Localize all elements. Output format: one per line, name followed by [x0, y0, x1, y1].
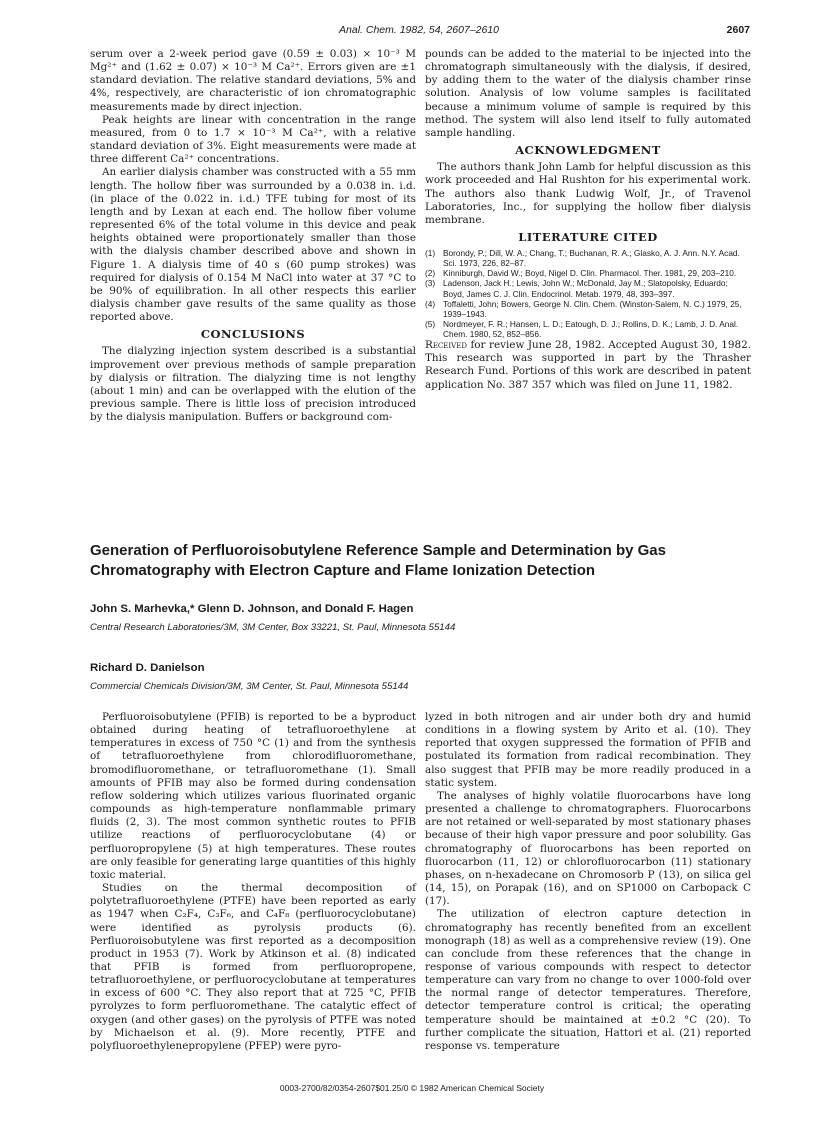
paragraph: Perfluoroisobutylene (PFIB) is reported to be a byproduct obtained during heating of tetrafluoroethylene at temperatures in excess of 750 °C (1) and from the synthesis of tetrafluoroethylene from chlorodifluoromethane, bromodifluoromethane, or tetrafluoromethane (1). Small amounts of PFIB may also be formed during condensation reflow soldering which utilizes various fluorinated organic compounds as high-temperature nonflammable primary fluids (2, 3). The most common synthetic routes to PFIB utilize reactions of perfluorocyclobutane (4) or perfluoropropylene (5) at high temperatures. These routes are only feasible for generating large quantities of this highly toxic material.	[90, 711, 416, 881]
reference-number: (1)	[425, 248, 436, 259]
body-right-column	[425, 711, 751, 1053]
reference-number: (5)	[425, 318, 436, 329]
reference-number: (2)	[425, 268, 436, 279]
paragraph: An earlier dialysis chamber was constructed with a 55 mm length. The hollow fiber was surrounded by a 0.038 in. i.d. (in place of the 0.022 in. i.d.) TFE tubing for most of its length and by Lexan at each end. The hollow fiber volume represented 6% of the total volume in this device and peak heights obtained were proportionately smaller than those with the dialysis chamber described above and shown in Figure 1. A dialysis time of 40 s (60 pump strokes) was required for dialysis of 0.154 M NaCl into water at 37 °C to be 90% of equilibration. In all other respects this earlier dialysis chamber gave results of the same quality as those reported above.	[90, 166, 416, 324]
reference-item	[425, 278, 751, 298]
reference-item	[425, 248, 751, 268]
paragraph: The analyses of highly volatile fluorocarbons have long presented a challenge to chromatographers. Fluorocarbons are not retained or well-separated by most stationary phases because of their high vapor pressure and poor solubility. Gas chromatography of fluorocarbons has been reported on fluorocarbon (11, 12) or chlorofluorocarbon (11) stationary phases, on n-hexadecane on Chromosorb P (13), on silica gel (14, 15), on Porapak (16), and on SP1000 on Carbopack C (17).	[425, 789, 751, 908]
page-number: 2607	[726, 24, 750, 36]
reference-text: Nordmeyer, F. R.; Hansen, L. D.; Eatough, D. J.; Rollins, D. K.; Lamb, J. D. Anal. Chem. 1980, 52, 852–856.	[443, 318, 739, 339]
conclusions-heading: CONCLUSIONS	[200, 327, 306, 342]
top-left-column	[90, 48, 416, 424]
body-left-column	[90, 711, 416, 1053]
top-right-column	[425, 48, 751, 392]
reference-number: (4)	[425, 298, 436, 309]
paragraph: Studies on the thermal decomposition of polytetrafluoroethylene (PTFE) have been reported as early as 1947 when C₂F₄, C₃F₆, and C₄F₈ (perfluorocyclobutane) were identified as pyrolysis products (6). Perfluoroisobutylene was first reported as a decomposition product in 1953 (7). Work by Atkinson et al. (8) indicated that PFIB is formed from perfluoropropene, tetrafluoroethylene, or perfluorocyclobutane at temperatures in excess of 600 °C. They also report that at 725 °C, PFIB pyrolyzes to form perfluoromethane. The catalytic effect of oxygen (and other gases) on the pyrolysis of PTFE was noted by Michaelson et al. (9). More recently, PTFE and polyfluoroethylenepropylene (PFEP) were pyro-	[90, 882, 416, 1052]
reference-item	[425, 319, 751, 339]
copyright-footer: 0003-2700/82/0354-2607$01.25/0 © 1982 American Chemical Society	[279, 1083, 545, 1093]
received-label: Received	[425, 339, 467, 352]
reference-item	[425, 268, 751, 278]
running-header	[88, 24, 750, 38]
paragraph: pounds can be added to the material to be injected into the chromatograph simultaneously with the dialysis, if desired, by adding them to the water of the dialysis chamber rinse solution. Analysis of low volume samples is facilitated because a minimum volume of sample is required by this method. The system will also lend itself to fully automated sample handling.	[425, 48, 751, 139]
affiliation-secondary: Commercial Chemicals Division/3M, 3M Center, St. Paul, Minnesota 55144	[90, 681, 409, 692]
authors-primary: John S. Marhevka,* Glenn D. Johnson, and Donald F. Hagen	[90, 603, 414, 615]
authors-secondary: Richard D. Danielson	[90, 662, 205, 674]
reference-text: Ladenson, Jack H.; Lewis, John W.; McDonald, Jay M.; Slatopolsky, Eduardo; Boyd, James C. J. Clin. Endocrinol. Metab. 1979, 48, 393–397.	[443, 278, 728, 299]
paragraph: The utilization of electron capture detection in chromatography has recently benefited from an excellent monograph (18) as well as a comprehensive review (19). One can conclude from these references that the change in response of various compounds with respect to detector temperature can vary from no change to over 1000-fold over the normal range of detector temperatures. Therefore, detector temperature control is critical; the operating temperature should be maintained at ±0.2 °C (20). To further complicate the situation, Hattori et al. (21) reported response vs. temperature	[425, 908, 751, 1052]
paragraph: serum over a 2-week period gave (0.59 ± 0.03) × 10⁻³ M Mg²⁺ and (1.62 ± 0.07) × 10⁻³ M Ca²⁺. Errors given are ±1 standard deviation. The relative standard deviations, 5% and 4%, respectively, are characteristic of ion chromatographic measurements made by direct injection.	[90, 48, 416, 113]
reference-text: Borondy, P.; Dill, W. A.; Chang, T.; Buchanan, R. A.; Glasko, A. J. Ann. N.Y. Acad. Sci. 1973, 226, 82–87.	[443, 248, 740, 269]
paragraph: Peak heights are linear with concentration in the range measured, from 0 to 1.7 × 10⁻³ M Ca²⁺, with a relative standard deviation of 3%. Eight measurements were made at three different Ca²⁺ concentrations.	[90, 113, 416, 166]
paragraph: The dialyzing injection system described is a substantial improvement over previous methods of sample preparation by dialysis or filtration. The dialyzing time is not lengthy (about 1 min) and can be overlapped with the elution of the previous sample. There is little loss of precision introduced by the dialysis manipulation. Buffers or background com-	[90, 345, 416, 424]
acknowledgment-heading: ACKNOWLEDGMENT	[515, 143, 661, 158]
literature-heading: LITERATURE CITED	[518, 230, 658, 245]
reference-text: Toffaletti, John; Bowers, George N. Clin. Chem. (Winston-Salem, N. C.) 1979, 25, 1939–1943.	[443, 298, 742, 319]
reference-list	[425, 248, 751, 339]
paragraph: The authors thank John Lamb for helpful discussion as this work proceeded and Hal Rushton for his experimental work. The authors also thank Ludwig Wolf, Jr., of Travenol Laboratories, Inc., for supplying the hollow fiber dialysis membrane.	[425, 161, 751, 226]
reference-item	[425, 299, 751, 319]
affiliation-primary: Central Research Laboratories/3M, 3M Center, Box 33221, St. Paul, Minnesota 55144	[90, 622, 456, 633]
received-text: for review June 28, 1982. Accepted August 30, 1982. This research was supported in part by the Thrasher Research Fund. Portions of this work are described in patent application No. 387 357 which was filed on June 11, 1982.	[425, 339, 751, 391]
journal-citation: Anal. Chem. 1982, 54, 2607–2610	[339, 24, 499, 36]
article-title: Generation of Perfluoroisobutylene Reference Sample and Determination by Gas Chromatography with Electron Capture and Flame Ionization Detection	[90, 542, 666, 579]
received-note	[425, 339, 751, 392]
reference-number: (3)	[425, 278, 436, 289]
reference-text: Kinniburgh, David W.; Boyd, Nigel D. Clin. Pharmacol. Ther. 1981, 29, 203–210.	[443, 268, 737, 279]
paragraph: lyzed in both nitrogen and air under both dry and humid conditions in a flowing system by Arito et al. (10). They reported that oxygen suppressed the formation of PFIB and postulated its formation from radical recombination. They also suggest that PFIB may be more readily produced in a static system.	[425, 711, 751, 789]
